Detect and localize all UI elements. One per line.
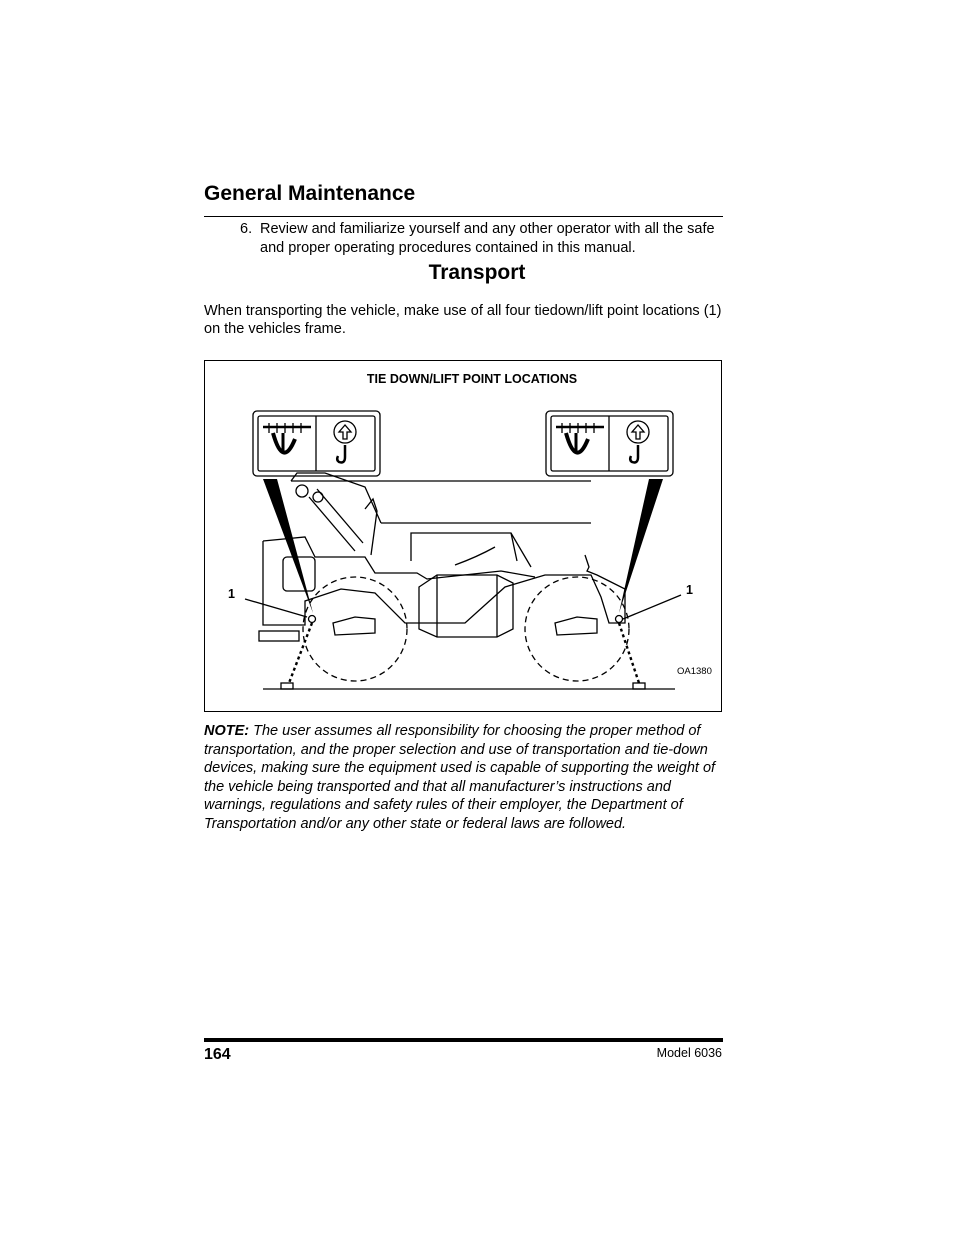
section-title: General Maintenance <box>204 182 416 205</box>
note-label: NOTE: <box>204 723 250 739</box>
step-text: Review and familiarize yourself and any other operator with all the safe and proper operating procedures contained in this manual. <box>260 221 715 256</box>
figure-title: TIE DOWN/LIFT POINT LOCATIONS <box>366 372 578 386</box>
footer-rule <box>204 1038 723 1042</box>
tiedown-decal-left <box>253 411 380 476</box>
model-label: Model 6036 <box>656 1046 722 1060</box>
step-number: 6. <box>240 221 253 237</box>
note-text: The user assumes all responsibility for choosing the proper method of transportation, and the proper selection and use of transportation and tie-down devices, making sure the equipment used is capable of supporting the weight of the vehicle being transported and that all manufacturer’s instructions and warnings, regulations and safety rules of their employer, the Department of Transportation and/or any other state or federal laws are followed. <box>204 723 716 832</box>
note-paragraph <box>204 722 726 834</box>
tie-down-figure <box>204 360 722 712</box>
transport-title: Transport <box>428 261 526 284</box>
tiedown-decal-right <box>546 411 673 476</box>
page-number: 164 <box>204 1046 231 1063</box>
transport-intro: When transporting the vehicle, make use of all four tiedown/lift point locations (1) on the vehicles frame. <box>204 303 722 337</box>
callout-right: 1 <box>686 583 693 597</box>
header-rule <box>204 216 723 217</box>
figure-code: OA1380 <box>677 666 712 677</box>
callout-left: 1 <box>228 587 235 601</box>
vehicle-illustration <box>205 361 721 711</box>
